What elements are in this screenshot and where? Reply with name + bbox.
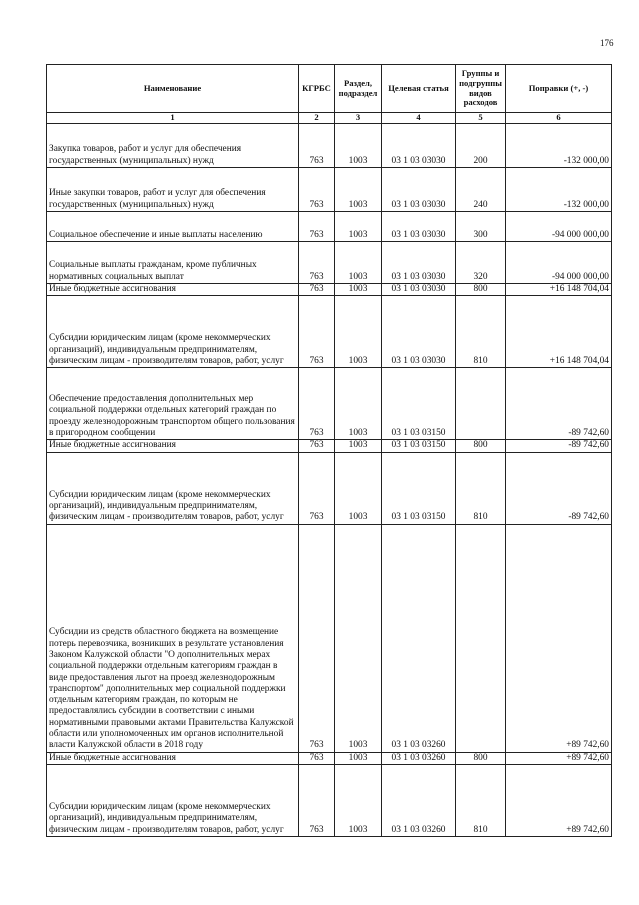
table-row	[47, 296, 612, 368]
row-amount: -89 742,60	[506, 368, 612, 440]
row-kgrbs: 763	[299, 524, 335, 752]
column-number: 2	[299, 113, 335, 124]
row-amount: +16 148 704,04	[506, 284, 612, 296]
row-kgrbs: 763	[299, 764, 335, 836]
row-target-article: 03 1 03 03030	[382, 212, 456, 242]
table-row	[47, 368, 612, 440]
table-row	[47, 242, 612, 284]
row-name: Иные закупки товаров, работ и услуг для обеспечения государственных (муниципальных) нужд	[47, 168, 299, 212]
row-amount: +89 742,60	[506, 752, 612, 764]
row-expense-group	[456, 524, 506, 752]
row-kgrbs: 763	[299, 752, 335, 764]
row-section: 1003	[335, 124, 382, 168]
row-expense-group: 810	[456, 452, 506, 524]
row-expense-group: 200	[456, 124, 506, 168]
row-name: Закупка товаров, работ и услуг для обеспечения государственных (муниципальных) нужд	[47, 124, 299, 168]
row-expense-group: 810	[456, 296, 506, 368]
table-row	[47, 752, 612, 764]
row-target-article: 03 1 03 03030	[382, 284, 456, 296]
row-amount: -132 000,00	[506, 168, 612, 212]
row-kgrbs: 763	[299, 168, 335, 212]
row-name: Субсидии юридическим лицам (кроме некоммерческих организаций), индивидуальным предпринимателям, физическим лицам - производителям товаров, работ, услуг	[47, 452, 299, 524]
row-target-article: 03 1 03 03260	[382, 764, 456, 836]
header-section: Раздел, подраздел	[335, 65, 382, 113]
row-section: 1003	[335, 368, 382, 440]
row-section: 1003	[335, 242, 382, 284]
row-expense-group: 320	[456, 242, 506, 284]
row-section: 1003	[335, 212, 382, 242]
row-section: 1003	[335, 752, 382, 764]
row-kgrbs: 763	[299, 284, 335, 296]
row-expense-group: 800	[456, 284, 506, 296]
row-section: 1003	[335, 296, 382, 368]
column-number: 3	[335, 113, 382, 124]
row-name: Субсидии из средств областного бюджета на возмещение потерь перевозчика, возникших в результате установления Законом Калужской области "О дополнительных мерах социальной поддержки отдельным категориям граждан в виде предоставления льгот на проезд железнодорожным транспортом" дополнительных мер социальной поддержки отдельным категориям граждан, по которым не предоставлялись субсидии в соответствии с иными нормативными правовыми актами Правительства Калужской области или уполномоченных им органов исполнительной власти Калужской области в 2018 году	[47, 524, 299, 752]
row-target-article: 03 1 03 03150	[382, 368, 456, 440]
row-target-article: 03 1 03 03030	[382, 296, 456, 368]
row-expense-group: 800	[456, 440, 506, 452]
row-amount: +16 148 704,04	[506, 296, 612, 368]
row-expense-group: 300	[456, 212, 506, 242]
row-target-article: 03 1 03 03150	[382, 452, 456, 524]
row-name: Обеспечение предоставления дополнительных мер социальной поддержки отдельных категорий граждан по проезду железнодорожным транспортом общего пользования в пригородном сообщении	[47, 368, 299, 440]
row-amount: -89 742,60	[506, 440, 612, 452]
row-amount: -94 000 000,00	[506, 242, 612, 284]
row-kgrbs: 763	[299, 452, 335, 524]
row-amount: +89 742,60	[506, 524, 612, 752]
column-number: 4	[382, 113, 456, 124]
row-name: Субсидии юридическим лицам (кроме некоммерческих организаций), индивидуальным предпринимателям, физическим лицам - производителям товаров, работ, услуг	[47, 764, 299, 836]
row-target-article: 03 1 03 03150	[382, 440, 456, 452]
row-name: Субсидии юридическим лицам (кроме некоммерческих организаций), индивидуальным предпринимателям, физическим лицам - производителям товаров, работ, услуг	[47, 296, 299, 368]
row-section: 1003	[335, 284, 382, 296]
row-amount: -94 000 000,00	[506, 212, 612, 242]
row-section: 1003	[335, 452, 382, 524]
column-number: 6	[506, 113, 612, 124]
row-kgrbs: 763	[299, 212, 335, 242]
row-kgrbs: 763	[299, 368, 335, 440]
row-section: 1003	[335, 524, 382, 752]
row-name: Социальное обеспечение и иные выплаты населению	[47, 212, 299, 242]
row-name: Социальные выплаты гражданам, кроме публичных нормативных социальных выплат	[47, 242, 299, 284]
row-expense-group: 810	[456, 764, 506, 836]
header-kgrbs: КГРБС	[299, 65, 335, 113]
row-target-article: 03 1 03 03030	[382, 124, 456, 168]
row-expense-group: 240	[456, 168, 506, 212]
row-expense-group	[456, 368, 506, 440]
row-amount: +89 742,60	[506, 764, 612, 836]
table-row	[47, 284, 612, 296]
row-section: 1003	[335, 440, 382, 452]
row-amount: -89 742,60	[506, 452, 612, 524]
header-amendment: Поправки (+, -)	[506, 65, 612, 113]
table-row	[47, 764, 612, 836]
row-kgrbs: 763	[299, 242, 335, 284]
header-expense-group: Группы и подгруппы видов расходов	[456, 65, 506, 113]
row-expense-group: 800	[456, 752, 506, 764]
row-name: Иные бюджетные ассигнования	[47, 284, 299, 296]
column-number: 1	[47, 113, 299, 124]
row-kgrbs: 763	[299, 124, 335, 168]
row-section: 1003	[335, 764, 382, 836]
row-name: Иные бюджетные ассигнования	[47, 752, 299, 764]
row-section: 1003	[335, 168, 382, 212]
header-target-article: Целевая статья	[382, 65, 456, 113]
table-row	[47, 524, 612, 752]
table-row	[47, 212, 612, 242]
column-number: 5	[456, 113, 506, 124]
header-name: Наименование	[47, 65, 299, 113]
row-target-article: 03 1 03 03030	[382, 242, 456, 284]
row-kgrbs: 763	[299, 296, 335, 368]
page-number: 176	[600, 38, 614, 48]
table-row	[47, 452, 612, 524]
row-amount: -132 000,00	[506, 124, 612, 168]
budget-amendments-table	[46, 64, 612, 837]
row-target-article: 03 1 03 03260	[382, 524, 456, 752]
row-target-article: 03 1 03 03260	[382, 752, 456, 764]
row-name: Иные бюджетные ассигнования	[47, 440, 299, 452]
row-kgrbs: 763	[299, 440, 335, 452]
row-target-article: 03 1 03 03030	[382, 168, 456, 212]
table-row	[47, 124, 612, 168]
table-row	[47, 440, 612, 452]
table-row	[47, 168, 612, 212]
